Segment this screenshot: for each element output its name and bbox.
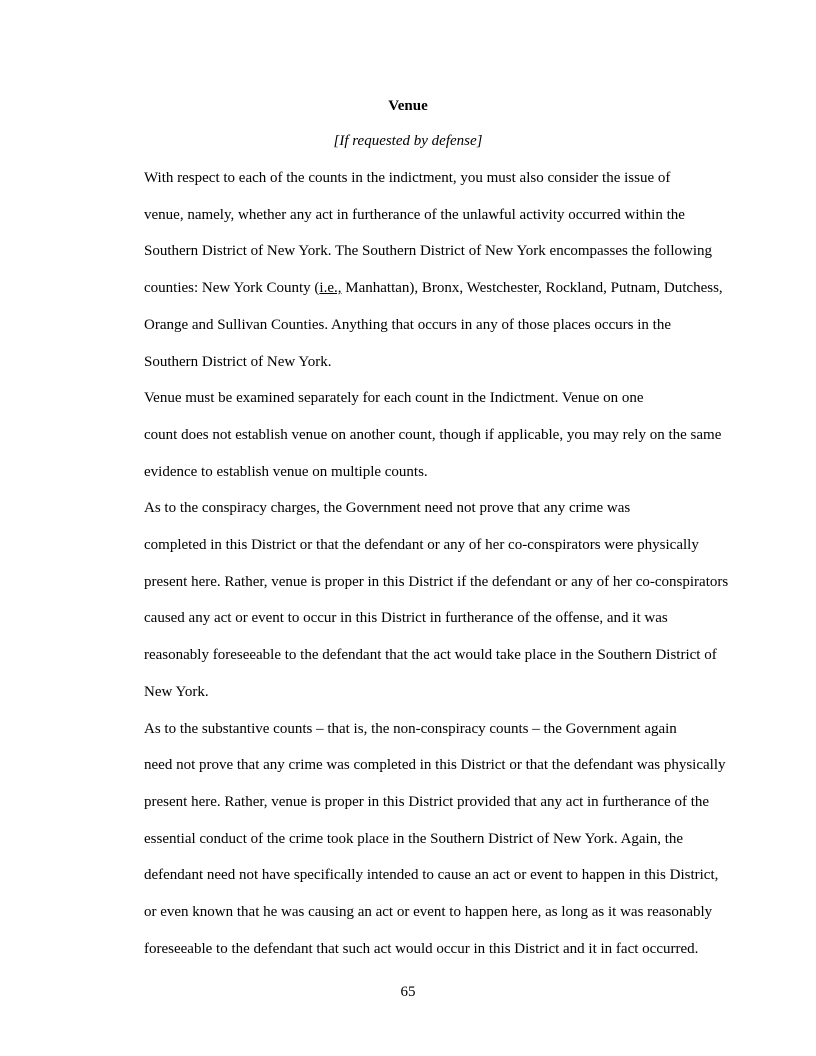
paragraph-line: As to the substantive counts – that is, the non-conspiracy counts – the Government again [144, 720, 677, 737]
paragraph-line: Southern District of New York. The Southern District of New York encompasses the following [144, 243, 713, 260]
paragraph-line: count does not establish venue on another count, though if applicable, you may rely on the same [144, 426, 722, 443]
paragraph-line: Southern District of New York. [144, 353, 332, 370]
line-text: counties: New York County ( [144, 280, 320, 297]
ie-abbreviation: i.e., [319, 280, 342, 297]
paragraph-line: or even known that he was causing an act or event to happen here, as long as it was reasonably [144, 904, 713, 921]
paragraph-3 [96, 490, 736, 710]
page-number: 65 [400, 984, 416, 1000]
paragraph-1 [96, 160, 736, 380]
paragraph-line: With respect to each of the counts in the indictment, you must also consider the issue of [144, 170, 671, 186]
paragraph-line: present here. Rather, venue is proper in this District if the defendant or any of her co-conspirators [144, 573, 729, 590]
paragraph-line: caused any act or event to occur in this District in furtherance of the offense, and it was [144, 610, 668, 627]
paragraph-line: New York. [144, 683, 209, 700]
paragraph-line [96, 270, 736, 307]
section-subheading: [If requested by defense] [333, 133, 483, 149]
paragraph-line: venue, namely, whether any act in furtherance of the unlawful activity occurred within the [144, 206, 685, 223]
line-text: Manhattan), Bronx, Westchester, Rockland, Putnam, Dutchess, [341, 280, 723, 297]
paragraph-line: As to the conspiracy charges, the Government need not prove that any crime was [144, 500, 631, 517]
paragraph-2 [96, 380, 736, 490]
paragraph-line: foreseeable to the defendant that such act would occur in this District and it in fact occurred. [144, 940, 699, 957]
section-heading: Venue [388, 98, 428, 114]
document-body [96, 160, 736, 967]
paragraph-line: present here. Rather, venue is proper in this District provided that any act in furtherance of the [144, 793, 710, 810]
paragraph-line: essential conduct of the crime took place in the Southern District of New York. Again, the [144, 830, 684, 847]
paragraph-4 [96, 711, 736, 968]
paragraph-line: Orange and Sullivan Counties. Anything that occurs in any of those places occurs in the [144, 316, 671, 333]
paragraph-line: completed in this District or that the defendant or any of her co-conspirators were physically [144, 537, 699, 554]
paragraph-line: evidence to establish venue on multiple counts. [144, 463, 428, 480]
paragraph-line: need not prove that any crime was completed in this District or that the defendant was physically [144, 757, 726, 774]
paragraph-line: Venue must be examined separately for each count in the Indictment. Venue on one [144, 390, 644, 407]
paragraph-line: defendant need not have specifically intended to cause an act or event to happen in this District, [144, 867, 719, 884]
paragraph-line: reasonably foreseeable to the defendant that the act would take place in the Southern District of [144, 647, 717, 664]
